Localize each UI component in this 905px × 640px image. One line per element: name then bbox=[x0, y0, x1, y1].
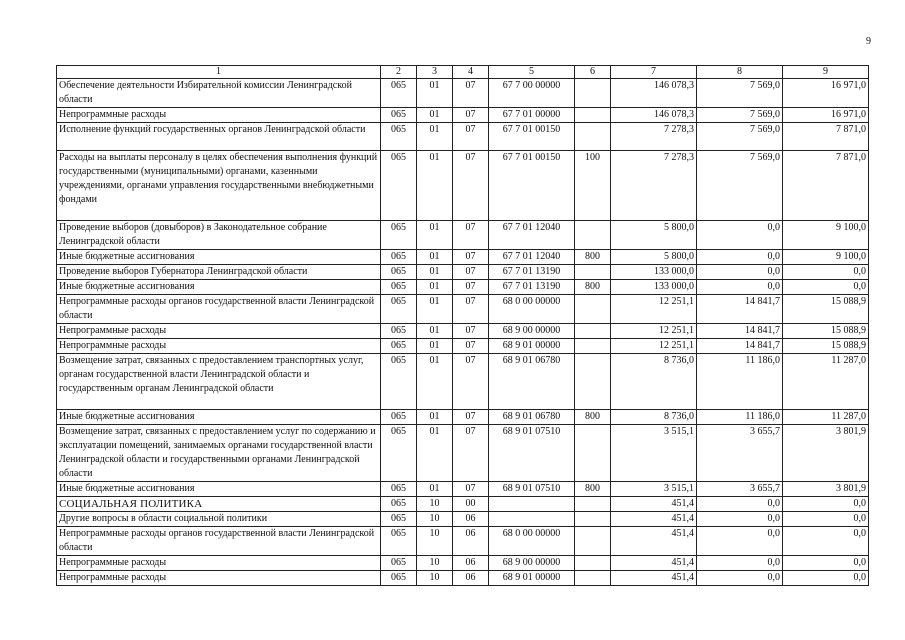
row-csr-cell: 67 7 01 12040 bbox=[489, 250, 575, 265]
row-pr-cell: 07 bbox=[453, 425, 489, 482]
row-csr-cell: 68 9 01 07510 bbox=[489, 425, 575, 482]
column-header: 2 bbox=[381, 66, 417, 79]
row-year2-cell: 0,0 bbox=[697, 250, 783, 265]
row-pr-cell: 06 bbox=[453, 571, 489, 586]
row-name-cell: Иные бюджетные ассигнования bbox=[57, 482, 381, 497]
row-year2-cell: 0,0 bbox=[697, 512, 783, 527]
row-csr-cell: 68 9 01 07510 bbox=[489, 482, 575, 497]
row-vr-cell bbox=[575, 123, 611, 151]
row-year3-cell: 9 100,0 bbox=[783, 250, 869, 265]
row-gr-cell: 065 bbox=[381, 556, 417, 571]
row-gr-cell: 065 bbox=[381, 339, 417, 354]
row-pr-cell: 07 bbox=[453, 151, 489, 221]
row-pr-cell: 07 bbox=[453, 250, 489, 265]
row-gr-cell: 065 bbox=[381, 250, 417, 265]
row-pr-cell: 07 bbox=[453, 354, 489, 410]
row-year3-cell: 0,0 bbox=[783, 280, 869, 295]
row-year1-cell: 3 515,1 bbox=[611, 425, 697, 482]
row-name-cell: Возмещение затрат, связанных с предоставлением транспортных услуг, органам государственной власти Ленинградской области и государственным органам Ленинградской области bbox=[57, 354, 381, 410]
column-header: 5 bbox=[489, 66, 575, 79]
row-csr-cell: 67 7 01 12040 bbox=[489, 221, 575, 250]
table-row bbox=[57, 108, 869, 123]
row-vr-cell bbox=[575, 512, 611, 527]
row-vr-cell bbox=[575, 571, 611, 586]
row-gr-cell: 065 bbox=[381, 123, 417, 151]
row-year3-cell: 11 287,0 bbox=[783, 410, 869, 425]
row-name-cell: Проведение выборов (довыборов) в Законодательное собрание Ленинградской области bbox=[57, 221, 381, 250]
column-header: 6 bbox=[575, 66, 611, 79]
table-row bbox=[57, 280, 869, 295]
table-row bbox=[57, 410, 869, 425]
row-name-cell: Иные бюджетные ассигнования bbox=[57, 250, 381, 265]
row-csr-cell: 68 0 00 00000 bbox=[489, 527, 575, 556]
row-rz-cell: 10 bbox=[417, 497, 453, 512]
table-row bbox=[57, 250, 869, 265]
row-name-cell: Непрограммные расходы bbox=[57, 108, 381, 123]
row-year2-cell: 0,0 bbox=[697, 221, 783, 250]
row-year3-cell: 3 801,9 bbox=[783, 482, 869, 497]
row-rz-cell: 01 bbox=[417, 280, 453, 295]
row-gr-cell: 065 bbox=[381, 295, 417, 324]
row-csr-cell: 67 7 01 00150 bbox=[489, 123, 575, 151]
row-year3-cell: 15 088,9 bbox=[783, 324, 869, 339]
row-pr-cell: 07 bbox=[453, 265, 489, 280]
row-rz-cell: 01 bbox=[417, 410, 453, 425]
row-year3-cell: 0,0 bbox=[783, 265, 869, 280]
row-year2-cell: 7 569,0 bbox=[697, 151, 783, 221]
row-year1-cell: 451,4 bbox=[611, 571, 697, 586]
row-name-cell: Другие вопросы в области социальной политики bbox=[57, 512, 381, 527]
row-year1-cell: 3 515,1 bbox=[611, 482, 697, 497]
row-year3-cell: 16 971,0 bbox=[783, 79, 869, 108]
row-year2-cell: 14 841,7 bbox=[697, 339, 783, 354]
table-row bbox=[57, 151, 869, 221]
row-csr-cell: 67 7 01 00000 bbox=[489, 108, 575, 123]
row-name-cell: Непрограммные расходы bbox=[57, 339, 381, 354]
table-row bbox=[57, 295, 869, 324]
row-year3-cell: 0,0 bbox=[783, 497, 869, 512]
row-year3-cell: 7 871,0 bbox=[783, 151, 869, 221]
column-header: 3 bbox=[417, 66, 453, 79]
row-pr-cell: 06 bbox=[453, 556, 489, 571]
row-year1-cell: 5 800,0 bbox=[611, 221, 697, 250]
row-gr-cell: 065 bbox=[381, 527, 417, 556]
row-csr-cell: 68 9 01 06780 bbox=[489, 410, 575, 425]
row-year3-cell: 0,0 bbox=[783, 527, 869, 556]
row-vr-cell bbox=[575, 527, 611, 556]
row-gr-cell: 065 bbox=[381, 571, 417, 586]
row-vr-cell: 800 bbox=[575, 280, 611, 295]
row-year1-cell: 8 736,0 bbox=[611, 410, 697, 425]
row-pr-cell: 07 bbox=[453, 221, 489, 250]
row-year3-cell: 16 971,0 bbox=[783, 108, 869, 123]
row-year2-cell: 0,0 bbox=[697, 571, 783, 586]
row-gr-cell: 065 bbox=[381, 425, 417, 482]
row-pr-cell: 07 bbox=[453, 79, 489, 108]
row-year2-cell: 11 186,0 bbox=[697, 354, 783, 410]
row-year1-cell: 8 736,0 bbox=[611, 354, 697, 410]
row-year3-cell: 0,0 bbox=[783, 512, 869, 527]
row-csr-cell: 67 7 00 00000 bbox=[489, 79, 575, 108]
row-rz-cell: 01 bbox=[417, 250, 453, 265]
table-body bbox=[57, 79, 869, 586]
column-header: 1 bbox=[57, 66, 381, 79]
table-row bbox=[57, 512, 869, 527]
row-year1-cell: 7 278,3 bbox=[611, 123, 697, 151]
row-csr-cell bbox=[489, 497, 575, 512]
row-rz-cell: 01 bbox=[417, 123, 453, 151]
row-gr-cell: 065 bbox=[381, 497, 417, 512]
row-name-cell: СОЦИАЛЬНАЯ ПОЛИТИКА bbox=[57, 497, 381, 512]
row-rz-cell: 10 bbox=[417, 512, 453, 527]
row-year2-cell: 0,0 bbox=[697, 497, 783, 512]
row-vr-cell bbox=[575, 425, 611, 482]
row-year2-cell: 0,0 bbox=[697, 265, 783, 280]
row-pr-cell: 07 bbox=[453, 410, 489, 425]
row-pr-cell: 07 bbox=[453, 324, 489, 339]
table-row bbox=[57, 123, 869, 151]
row-rz-cell: 01 bbox=[417, 79, 453, 108]
row-name-cell: Иные бюджетные ассигнования bbox=[57, 280, 381, 295]
row-csr-cell: 68 9 01 06780 bbox=[489, 354, 575, 410]
row-gr-cell: 065 bbox=[381, 79, 417, 108]
table-row bbox=[57, 527, 869, 556]
row-rz-cell: 01 bbox=[417, 108, 453, 123]
row-gr-cell: 065 bbox=[381, 280, 417, 295]
row-year1-cell: 5 800,0 bbox=[611, 250, 697, 265]
row-rz-cell: 01 bbox=[417, 151, 453, 221]
row-year2-cell: 0,0 bbox=[697, 280, 783, 295]
row-pr-cell: 07 bbox=[453, 123, 489, 151]
row-gr-cell: 065 bbox=[381, 482, 417, 497]
table-row bbox=[57, 339, 869, 354]
row-pr-cell: 06 bbox=[453, 527, 489, 556]
row-year2-cell: 7 569,0 bbox=[697, 123, 783, 151]
row-csr-cell: 68 9 01 00000 bbox=[489, 571, 575, 586]
row-rz-cell: 01 bbox=[417, 265, 453, 280]
row-year3-cell: 7 871,0 bbox=[783, 123, 869, 151]
table-row bbox=[57, 482, 869, 497]
row-name-cell: Непрограммные расходы bbox=[57, 324, 381, 339]
row-gr-cell: 065 bbox=[381, 221, 417, 250]
row-vr-cell bbox=[575, 295, 611, 324]
row-year3-cell: 3 801,9 bbox=[783, 425, 869, 482]
row-vr-cell bbox=[575, 556, 611, 571]
row-year3-cell: 15 088,9 bbox=[783, 295, 869, 324]
row-rz-cell: 01 bbox=[417, 221, 453, 250]
row-year3-cell: 0,0 bbox=[783, 571, 869, 586]
row-year1-cell: 451,4 bbox=[611, 527, 697, 556]
row-name-cell: Непрограммные расходы bbox=[57, 556, 381, 571]
row-vr-cell bbox=[575, 265, 611, 280]
row-year1-cell: 7 278,3 bbox=[611, 151, 697, 221]
table-row bbox=[57, 425, 869, 482]
row-year2-cell: 14 841,7 bbox=[697, 295, 783, 324]
table-row bbox=[57, 79, 869, 108]
row-pr-cell: 07 bbox=[453, 482, 489, 497]
row-rz-cell: 10 bbox=[417, 527, 453, 556]
row-year3-cell: 0,0 bbox=[783, 556, 869, 571]
row-gr-cell: 065 bbox=[381, 512, 417, 527]
row-gr-cell: 065 bbox=[381, 265, 417, 280]
row-year2-cell: 7 569,0 bbox=[697, 79, 783, 108]
row-pr-cell: 07 bbox=[453, 339, 489, 354]
row-gr-cell: 065 bbox=[381, 324, 417, 339]
row-csr-cell bbox=[489, 512, 575, 527]
row-year1-cell: 451,4 bbox=[611, 512, 697, 527]
table-row bbox=[57, 556, 869, 571]
row-year2-cell: 11 186,0 bbox=[697, 410, 783, 425]
row-year2-cell: 0,0 bbox=[697, 527, 783, 556]
table-row bbox=[57, 324, 869, 339]
row-name-cell: Проведение выборов Губернатора Ленинградской области bbox=[57, 265, 381, 280]
row-year1-cell: 146 078,3 bbox=[611, 79, 697, 108]
row-year1-cell: 12 251,1 bbox=[611, 295, 697, 324]
row-rz-cell: 01 bbox=[417, 482, 453, 497]
row-vr-cell: 800 bbox=[575, 482, 611, 497]
row-rz-cell: 10 bbox=[417, 571, 453, 586]
row-vr-cell: 800 bbox=[575, 410, 611, 425]
row-vr-cell bbox=[575, 497, 611, 512]
page-number: 9 bbox=[866, 36, 871, 47]
column-header: 4 bbox=[453, 66, 489, 79]
row-pr-cell: 00 bbox=[453, 497, 489, 512]
row-year3-cell: 9 100,0 bbox=[783, 221, 869, 250]
row-vr-cell: 800 bbox=[575, 250, 611, 265]
row-gr-cell: 065 bbox=[381, 410, 417, 425]
row-year1-cell: 451,4 bbox=[611, 556, 697, 571]
table-row bbox=[57, 571, 869, 586]
column-header: 8 bbox=[697, 66, 783, 79]
row-pr-cell: 06 bbox=[453, 512, 489, 527]
row-year2-cell: 0,0 bbox=[697, 556, 783, 571]
row-name-cell: Непрограммные расходы органов государственной власти Ленинградской области bbox=[57, 295, 381, 324]
row-gr-cell: 065 bbox=[381, 354, 417, 410]
row-name-cell: Непрограммные расходы bbox=[57, 571, 381, 586]
row-vr-cell bbox=[575, 324, 611, 339]
row-pr-cell: 07 bbox=[453, 295, 489, 324]
table-row bbox=[57, 497, 869, 512]
budget-table bbox=[56, 65, 869, 586]
row-rz-cell: 01 bbox=[417, 324, 453, 339]
row-rz-cell: 01 bbox=[417, 339, 453, 354]
column-header: 7 bbox=[611, 66, 697, 79]
row-year1-cell: 12 251,1 bbox=[611, 324, 697, 339]
row-csr-cell: 68 9 01 00000 bbox=[489, 339, 575, 354]
row-vr-cell bbox=[575, 79, 611, 108]
row-name-cell: Обеспечение деятельности Избирательной комиссии Ленинградской области bbox=[57, 79, 381, 108]
row-year2-cell: 3 655,7 bbox=[697, 425, 783, 482]
row-year2-cell: 14 841,7 bbox=[697, 324, 783, 339]
row-gr-cell: 065 bbox=[381, 108, 417, 123]
row-year1-cell: 451,4 bbox=[611, 497, 697, 512]
row-csr-cell: 67 7 01 13190 bbox=[489, 265, 575, 280]
row-vr-cell bbox=[575, 339, 611, 354]
row-year1-cell: 12 251,1 bbox=[611, 339, 697, 354]
row-year1-cell: 146 078,3 bbox=[611, 108, 697, 123]
row-csr-cell: 67 7 01 00150 bbox=[489, 151, 575, 221]
row-name-cell: Исполнение функций государственных органов Ленинградской области bbox=[57, 123, 381, 151]
row-name-cell: Возмещение затрат, связанных с предоставлением услуг по содержанию и эксплуатации помещений, занимаемых органами государственной власти Ленинградской области и государственными органами Ленинградской области bbox=[57, 425, 381, 482]
row-year2-cell: 3 655,7 bbox=[697, 482, 783, 497]
row-csr-cell: 68 0 00 00000 bbox=[489, 295, 575, 324]
table-row bbox=[57, 354, 869, 410]
header-row bbox=[57, 66, 869, 79]
table-row bbox=[57, 221, 869, 250]
row-name-cell: Иные бюджетные ассигнования bbox=[57, 410, 381, 425]
table-row bbox=[57, 265, 869, 280]
row-csr-cell: 67 7 01 13190 bbox=[489, 280, 575, 295]
row-vr-cell bbox=[575, 221, 611, 250]
row-name-cell: Непрограммные расходы органов государственной власти Ленинградской области bbox=[57, 527, 381, 556]
row-year1-cell: 133 000,0 bbox=[611, 265, 697, 280]
row-rz-cell: 10 bbox=[417, 556, 453, 571]
row-csr-cell: 68 9 00 00000 bbox=[489, 324, 575, 339]
row-year1-cell: 133 000,0 bbox=[611, 280, 697, 295]
row-vr-cell: 100 bbox=[575, 151, 611, 221]
row-vr-cell bbox=[575, 108, 611, 123]
row-name-cell: Расходы на выплаты персоналу в целях обеспечения выполнения функций государственными (муниципальными) органами, казенными учреждениями, органами управления государственными внебюджетными фондами bbox=[57, 151, 381, 221]
row-pr-cell: 07 bbox=[453, 280, 489, 295]
row-year2-cell: 7 569,0 bbox=[697, 108, 783, 123]
row-rz-cell: 01 bbox=[417, 425, 453, 482]
row-year3-cell: 11 287,0 bbox=[783, 354, 869, 410]
column-header: 9 bbox=[783, 66, 869, 79]
row-year3-cell: 15 088,9 bbox=[783, 339, 869, 354]
row-rz-cell: 01 bbox=[417, 295, 453, 324]
row-gr-cell: 065 bbox=[381, 151, 417, 221]
row-csr-cell: 68 9 00 00000 bbox=[489, 556, 575, 571]
row-rz-cell: 01 bbox=[417, 354, 453, 410]
row-vr-cell bbox=[575, 354, 611, 410]
row-pr-cell: 07 bbox=[453, 108, 489, 123]
